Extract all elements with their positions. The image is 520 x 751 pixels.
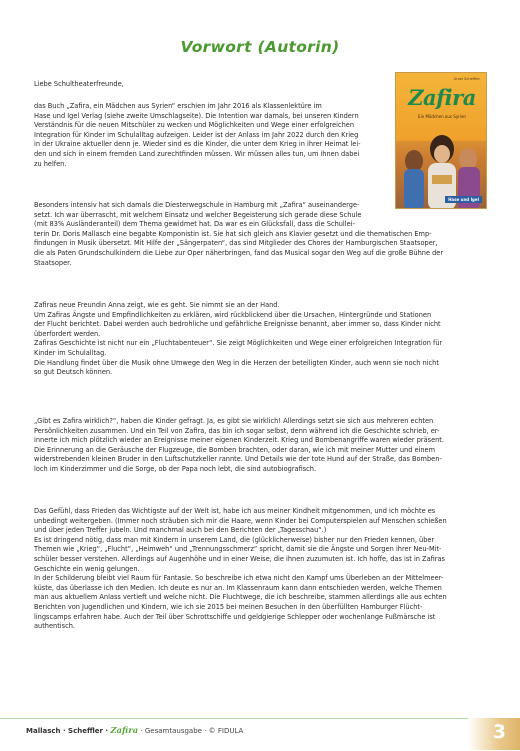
text-line: der Flucht berichtet. Dabei werden auch bedrohliche und gefährliche Ereignisse benannt, aber immer so, dass Kinder nicht — [34, 320, 441, 329]
text-line: Staatsoper. — [34, 258, 72, 267]
cover-title: Zafira — [408, 85, 476, 110]
paragraph-story — [34, 301, 442, 378]
text-line: Zafiras Geschichte ist nicht nur ein „Fluchtabenteuer“. Sie zeigt Möglichkeiten und Wege einer erfolgreichen Integration für — [34, 339, 443, 348]
text-line: (mit 83% Ausländeranteil) dem Thema gewidmet hat. Da war es ein Glücksfall, dass die Schullei- — [34, 220, 355, 229]
page-number: 3 — [492, 721, 506, 743]
text-line: Themen wie „Krieg“, „Flucht“, „Heimweh“ und „Trennungsschmerz“ spricht, damit sie die Ängste und Sorgen ihrer Neu-Mit- — [34, 545, 442, 554]
page-number-box — [468, 718, 520, 750]
footer-authors: Mallasch · Scheffler · — [26, 727, 109, 735]
book-cover-image — [395, 72, 487, 209]
text-line: Persönlichkeiten zusammen. Und ein Teil von Zafira, das bin ich sogar selbst, denn während ich die Geschichte schrieb, er- — [34, 426, 440, 435]
text-line: Kinder im Schulalltag. — [34, 348, 107, 357]
footer-credits — [26, 726, 243, 736]
text-line: Um Zafiras Ängste und Empfindlichkeiten zu erklären, wird rückblickend über die Ursachen, Hintergründe und Stationen — [34, 310, 432, 319]
text-line: Die Erinnerung an die Geräusche der Flugzeuge, die Bomben brachten, oder daran, wie ich mit meiner Mutter und einem — [34, 445, 436, 454]
text-line: Es ist dringend nötig, dass man mit Kindern in unserem Land, die (glücklicherweise) bisher nur den Frieden kennen, über — [34, 535, 435, 544]
text-line: und über jeden Treffer jubeln. Und manchmal auch bei den Berichten der „Tagesschau“.) — [34, 526, 327, 535]
text-line: die als Paten Grundschulkindern die Liebe zur Oper näherbringen, fand das Musical sogar den Weg auf die große Bühne der — [34, 248, 444, 257]
paragraph-peace — [34, 507, 447, 632]
text-line: küste, das überlasse ich den Medien. Ich deute es nur an. Im Klassenraum kann dann entschieden werden, welche Themen — [34, 583, 442, 592]
page-footer — [0, 718, 520, 751]
text-line: innerte ich mich plötzlich wieder an Ereignisse meiner eigenen Kinderzeit. Krieg und Bombenangriffe waren wieder präsent. — [34, 436, 444, 445]
text-line: in der Ukraine aktueller denn je. Wieder sind es die Kinder, die unter dem Krieg in ihrer Heimat lei- — [34, 140, 361, 149]
text-line: überfordert werden. — [34, 329, 101, 338]
footer-zafira-logo: Zafira — [110, 726, 139, 736]
paragraph-real — [34, 417, 444, 475]
text-line: setzt. Ich war überrascht, mit welchem Einsatz und welcher Begeisterung sich gerade diese Schule — [34, 210, 362, 219]
cover-subtitle: Ein Mädchen aus Syrien — [418, 114, 466, 119]
text-line: unbedingt weitergeben. (Immer noch sträuben sich mir die Haare, wenn Kinder bei Computerspielen auf Menschen schießen — [34, 516, 447, 525]
text-line: Das Gefühl, dass Frieden das Wichtigste auf der Welt ist, habe ich aus meiner Kindheit mitgenommen, und ich möchte es — [34, 507, 436, 515]
text-line: Berichten von Jugendlichen und Kindern, wie ich sie 2015 bei meinen Besuchen in den überfüllten Hamburger Flücht- — [34, 602, 423, 611]
cover-publisher: Hase und Igel — [445, 196, 482, 203]
text-line: loch im Kinderzimmer und die Sorge, ob der Papa noch lebt, die sind autobiografisch. — [34, 464, 317, 473]
text-line: In der Schilderung bleibt viel Raum für Fantasie. So beschreibe ich etwa nicht den Kampf ums Überleben an der Mittelmeer- — [34, 574, 444, 583]
text-line: Besonders intensiv hat sich damals die Diesterwegschule in Hamburg mit „Zafira“ auseinanderge- — [34, 201, 360, 209]
text-line: den und sich in einem fremden Land zurechtfinden müssen. Wir müssen alles tun, um ihnen dabei — [34, 149, 360, 158]
text-line: authentisch. — [34, 622, 75, 631]
footer-publisher: · Gesamtausgabe · © FIDULA — [140, 727, 244, 735]
text-line: Verständnis für die neuen Mitschüler zu wecken und Möglichkeiten und Wege einer erfolgreichen — [34, 121, 355, 130]
cover-author: Ursel Scheffler — [453, 77, 480, 81]
paragraph-school — [34, 201, 443, 268]
text-line: widerstrebenden kleinen Bruder in den Luftschutzkeller rannte. Und Details wie der tote Hund auf der Straße, das Bomben- — [34, 455, 442, 464]
page-title: Vorwort (Autorin) — [180, 38, 340, 56]
text-line: „Gibt es Zafira wirklich?“, haben die Kinder gefragt. Ja, es gibt sie wirklich! Allerdings setzt sie sich aus mehreren echten — [34, 417, 434, 425]
text-line: zu helfen. — [34, 159, 67, 168]
greeting — [34, 80, 124, 90]
text-line: lingscamps erfahren habe. Auch der Teil über Schrottschiffe und geldgierige Schlepper oder wochenlange Fußmärsche ist — [34, 612, 436, 621]
text-line: Zafiras neue Freundin Anna zeigt, wie es geht. Sie nimmt sie an der Hand. — [34, 301, 280, 309]
text-line: man aus aktuellem Anlass vertieft und welche nicht. Die Fluchtwege, die ich beschreibe, stammen allerdings alle aus echten — [34, 593, 447, 602]
text-line: schüler besser verstehen. Allerdings auf Augenhöhe und in einer Weise, die ihnen zuzumuten ist. Ich hoffe, das ist in Zafiras — [34, 554, 445, 563]
text-line: findungen in Musik übersetzt. Mit Hilfe der „Sängerpaten“, das sind Mitglieder des Chores der Hamburgischen Staatsoper, — [34, 239, 438, 248]
text-line: Die Handlung findet über die Musik ohne Umwege den Weg in die Herzen der beteiligten Kinder, auch wenn sie noch nicht — [34, 358, 439, 367]
text-line: Liebe Schultheaterfreunde, — [34, 80, 124, 88]
paragraph-intro — [34, 102, 361, 169]
text-line: Integration für Kinder im Schulalltag aufzeigen. Leider ist der Anlass im Jahr 2022 durch den Krieg — [34, 130, 359, 139]
text-line: Geschichte ein wenig gelungen. — [34, 564, 140, 573]
text-line: so gut Deutsch können. — [34, 368, 113, 377]
text-line: das Buch „Zafira, ein Mädchen aus Syrien“ erschien im Jahr 2016 als Klassenlektüre im — [34, 102, 322, 110]
text-line: Hase und Igel Verlag (siehe zweite Umschlagseite). Die Intention war damals, bei unseren Kindern — [34, 111, 359, 120]
text-line: terin Dr. Doris Mallasch eine begabte Komponistin ist. Sie hat sich gleich ans Klavier gesetzt und die thematischen Emp- — [34, 229, 432, 238]
